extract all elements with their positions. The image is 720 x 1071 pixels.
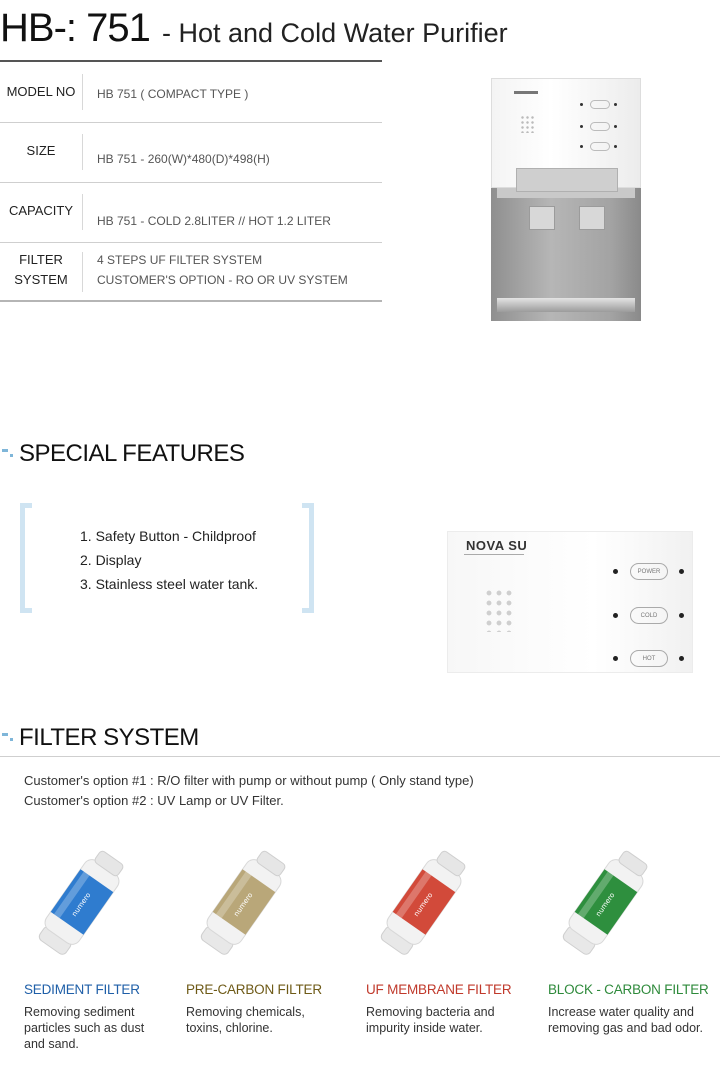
- feature-item: 2. Display: [80, 552, 142, 568]
- spec-value-line: 4 STEPS UF FILTER SYSTEM: [97, 253, 263, 267]
- filter-description-line: and sand.: [24, 1037, 79, 1051]
- spec-value: HB 751 - 260(W)*480(D)*498(H): [97, 152, 270, 166]
- filter-description-line: Removing sediment: [24, 1005, 135, 1019]
- panel-power-button: POWER: [630, 563, 668, 580]
- filter-cartridge-image: [184, 842, 304, 962]
- product-display: [520, 115, 534, 133]
- panel-led: [679, 613, 684, 618]
- filter-divider: [0, 756, 720, 757]
- product-led: [580, 125, 583, 128]
- spec-divider: [82, 134, 83, 170]
- section-marker: [10, 454, 13, 457]
- filter-description-line: Removing bacteria and: [366, 1005, 495, 1019]
- cartridge-brand: numero: [412, 891, 435, 918]
- filter-cartridge-icon: [364, 842, 484, 962]
- filter-description-line: removing gas and bad odor.: [548, 1021, 703, 1035]
- control-panel-image: [447, 531, 693, 673]
- model-title: HB-: 751: [0, 6, 150, 50]
- section-marker: [10, 738, 13, 741]
- cartridge-brand: numero: [594, 891, 617, 918]
- feature-item: 3. Stainless steel water tank.: [80, 576, 259, 592]
- panel-led: [613, 656, 618, 661]
- product-button: [590, 122, 610, 131]
- product-logo: [514, 91, 538, 94]
- panel-led: [613, 569, 618, 574]
- filter-cartridge-icon: [184, 842, 304, 962]
- spec-divider: [82, 74, 83, 110]
- product-button: [590, 142, 610, 151]
- panel-logo: NOVA SU: [466, 538, 528, 553]
- product-tap: [579, 206, 605, 230]
- spec-value: HB 751 ( COMPACT TYPE ): [97, 87, 249, 101]
- filter-description: [186, 1004, 305, 1036]
- section-title-features: SPECIAL FEATURES: [19, 440, 245, 467]
- filter-description: [24, 1004, 144, 1052]
- cartridge-brand: numero: [70, 891, 93, 918]
- filter-cartridge-icon: [546, 842, 666, 962]
- spec-label: CAPACITY: [8, 203, 74, 218]
- filter-cartridge-image: [546, 842, 666, 962]
- section-marker: [2, 733, 8, 736]
- product-led: [614, 103, 617, 106]
- spec-row-filter: [0, 242, 382, 302]
- spec-label: [0, 250, 82, 290]
- product-led: [614, 125, 617, 128]
- product-led: [580, 103, 583, 106]
- panel-logo-underline: [464, 554, 524, 555]
- filter-name: BLOCK - CARBON FILTER: [548, 982, 709, 997]
- filter-name: PRE-CARBON FILTER: [186, 982, 322, 997]
- filter-description: [366, 1004, 495, 1036]
- spec-label: MODEL NO: [6, 84, 76, 99]
- product-image: [491, 78, 641, 321]
- product-led: [614, 145, 617, 148]
- panel-led: [679, 569, 684, 574]
- spec-label-line: FILTER: [19, 252, 63, 267]
- spec-value: HB 751 - COLD 2.8LITER // HOT 1.2 LITER: [97, 214, 331, 228]
- filter-name: SEDIMENT FILTER: [24, 982, 140, 997]
- filter-cartridge-image: [22, 842, 142, 962]
- filter-cartridge-icon: [22, 842, 142, 962]
- filter-name: UF MEMBRANE FILTER: [366, 982, 512, 997]
- panel-cold-button: COLD: [630, 607, 668, 624]
- customer-option-2: Customer's option #2 : UV Lamp or UV Filter.: [24, 793, 284, 808]
- section-title-filter: FILTER SYSTEM: [19, 724, 199, 751]
- panel-hot-button: HOT: [630, 650, 668, 667]
- page-subtitle: - Hot and Cold Water Purifier: [162, 18, 508, 48]
- spec-value-line: CUSTOMER'S OPTION - RO OR UV SYSTEM: [97, 273, 348, 287]
- customer-option-1: Customer's option #1 : R/O filter with pump or without pump ( Only stand type): [24, 773, 474, 788]
- filter-description: [548, 1004, 703, 1036]
- right-bracket: [302, 503, 314, 613]
- feature-item: 1. Safety Button - Childproof: [80, 528, 256, 544]
- spec-row-size: [0, 122, 382, 183]
- spec-divider: [82, 252, 83, 292]
- spec-divider: [82, 194, 83, 230]
- filter-description-line: particles such as dust: [24, 1021, 145, 1035]
- product-button: [590, 100, 610, 109]
- filter-description-line: Removing chemicals,: [186, 1005, 305, 1019]
- cartridge-brand: numero: [232, 891, 255, 918]
- panel-display-grid: [484, 588, 514, 632]
- product-drip-tray: [497, 298, 635, 312]
- panel-led: [613, 613, 618, 618]
- filter-description-line: toxins, chlorine.: [186, 1021, 273, 1035]
- spec-value: [97, 250, 348, 290]
- spec-label-line: SYSTEM: [14, 272, 68, 287]
- spec-label: SIZE: [26, 143, 56, 158]
- product-dispense-arm: [516, 168, 618, 192]
- filter-description-line: Increase water quality and: [548, 1005, 694, 1019]
- spec-row-capacity: [0, 182, 382, 243]
- filter-cartridge-image: [364, 842, 484, 962]
- spec-row-model: [0, 62, 382, 123]
- product-tap: [529, 206, 555, 230]
- section-marker: [2, 449, 8, 452]
- panel-led: [679, 656, 684, 661]
- filter-description-line: impurity inside water.: [366, 1021, 483, 1035]
- features-list: [80, 524, 258, 596]
- product-led: [580, 145, 583, 148]
- left-bracket: [20, 503, 32, 613]
